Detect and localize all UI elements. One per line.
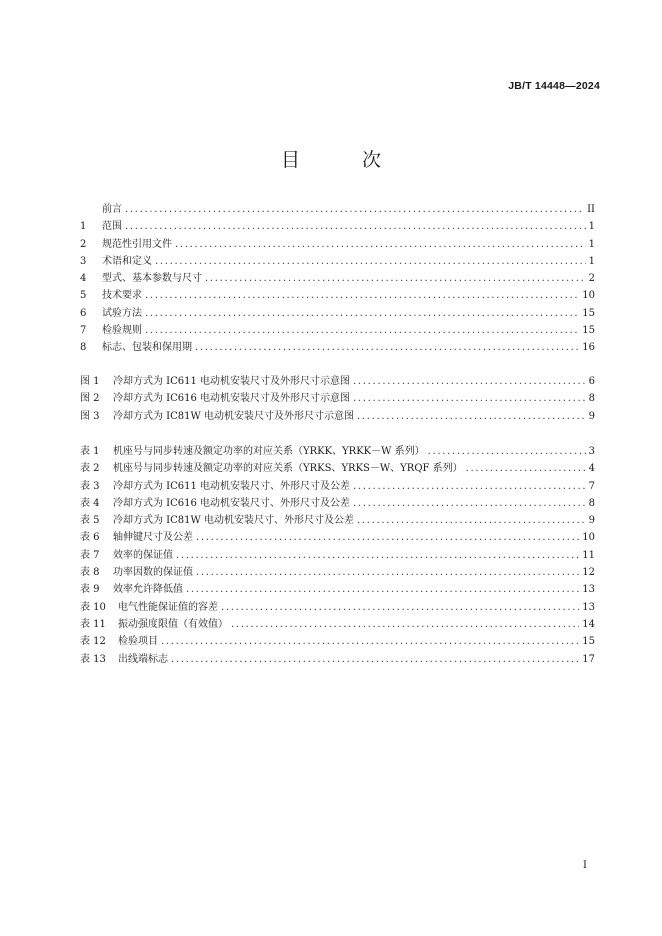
toc-dot-leader [353,478,586,495]
toc-entry-page: 9 [588,515,595,527]
toc-sections-list [80,201,595,357]
toc-entry[interactable] [80,305,595,322]
toc-entry-number: 表 10 [80,601,106,613]
toc-dot-leader [353,373,586,390]
toc-entry-title: 范围 [102,221,122,233]
toc-entry-title: 检验项目 [118,636,158,648]
toc-entry[interactable] [80,236,595,253]
toc-entry-number: 8 [80,342,87,354]
toc-entry-page: 13 [582,584,595,596]
toc-entry-number: 表 12 [80,636,106,648]
toc-entry-number: 1 [80,221,87,233]
toc-entry-page: II [587,204,595,215]
toc-dot-leader [155,253,586,270]
toc-entry[interactable] [80,339,595,356]
standard-code: JB/T 14448—2024 [508,80,600,92]
toc-entry-page: 15 [582,307,595,319]
toc-entry-number: 表 9 [80,584,100,596]
toc-dot-leader [161,633,579,650]
toc-entry-page: 6 [588,376,595,387]
toc-entry-page: 7 [588,480,595,492]
toc-entry-page: 13 [582,601,595,613]
toc-dot-leader [357,408,586,425]
toc-entry[interactable] [80,616,595,633]
toc-dot-leader [357,512,586,529]
toc-entry-number: 表 4 [80,497,100,509]
toc-entry[interactable] [80,270,595,287]
toc-entry-title: 振动强度限值（有效值） [118,618,228,630]
toc-dot-leader [428,443,586,460]
toc-entry-number: 图 3 [80,410,100,422]
toc-entry-title: 术语和定义 [102,255,152,267]
toc-entry-title: 型式、基本参数与尺寸 [102,273,202,285]
toc-entry-title: 检验规则 [102,325,142,337]
toc-entry-title: 效率允许降低值 [113,584,183,596]
toc-entry-page: 2 [588,273,595,285]
toc-entry[interactable] [80,201,595,218]
toc-entry-number: 7 [80,325,87,337]
toc-dot-leader [353,390,586,407]
toc-entry-number: 5 [80,290,87,302]
toc-entry-page: 1 [588,255,595,267]
toc-dot-leader [205,270,586,287]
toc-entry-page: 3 [588,446,595,457]
toc-entry-title: 出线端标志 [118,653,168,665]
toc-entry[interactable] [80,253,595,270]
toc-entry-title: 前言 [102,204,122,215]
toc-entry-page: 11 [582,549,595,561]
toc-entry-title: 机座号与同步转速及额定功率的对应关系（YRKS、YRKS－W、YRQF 系列） [113,463,463,475]
toc-entry-title: 冷却方式为 IC616 电动机安装尺寸、外形尺寸及公差 [113,497,351,509]
toc-dot-leader [176,547,579,564]
toc-entry-number: 3 [80,255,87,267]
toc-entry-title: 冷却方式为 IC81W 电动机安装尺寸及外形尺寸示意图 [113,410,354,422]
toc-entry[interactable] [80,512,595,529]
toc-entry-number: 表 2 [80,463,100,475]
toc-dot-leader [186,581,579,598]
toc-entry-number: 表 8 [80,567,100,579]
toc-entry-title: 效率的保证值 [113,549,173,561]
toc-entry-number: 2 [80,238,87,250]
toc-entry-page: 9 [588,410,595,422]
toc-entry-number: 表 3 [80,480,100,492]
toc-entry[interactable] [80,633,595,650]
toc-entry-number: 6 [80,307,87,319]
toc-entry-page: 16 [582,342,595,354]
page-number: I [583,860,587,871]
toc-dot-leader [196,564,579,581]
toc-entry-page: 15 [582,325,595,337]
toc-figures-list [80,373,595,425]
toc-dot-leader [353,495,586,512]
toc-entry-title: 机座号与同步转速及额定功率的对应关系（YRKK、YRKK－W 系列） [113,446,425,457]
toc-entry-title: 轴伸键尺寸及公差 [113,532,193,544]
toc-dot-leader [145,305,579,322]
toc-entry[interactable] [80,547,595,564]
toc-entry-title: 冷却方式为 IC81W 电动机安装尺寸、外形尺寸及公差 [113,515,354,527]
toc-entry-title: 冷却方式为 IC611 电动机安装尺寸及外形尺寸示意图 [113,376,351,387]
toc-entry-page: 4 [588,463,595,475]
toc-entry-title: 试验方法 [102,307,142,319]
toc-entry[interactable] [80,495,595,512]
toc-entry-title: 规范性引用文件 [102,238,172,250]
toc-entry-number: 表 1 [80,446,100,457]
toc-entry[interactable] [80,599,595,616]
toc-entry[interactable] [80,218,595,235]
toc-entry-number: 表 11 [80,618,106,630]
toc-entry-page: 15 [582,636,595,648]
toc-entry-number: 表 13 [80,653,106,665]
toc-dot-leader [221,599,579,616]
toc-entry[interactable] [80,322,595,339]
toc-entry-number: 表 6 [80,532,100,544]
toc-entry-number: 图 1 [80,376,100,387]
toc-dot-leader [466,460,586,477]
toc-dot-leader [171,651,579,668]
toc-entry[interactable] [80,287,595,304]
toc-dot-leader [196,529,579,546]
toc-entry-number: 表 7 [80,549,100,561]
toc-entry[interactable] [80,651,595,668]
toc-entry-page: 10 [582,532,595,544]
toc-dot-leader [175,236,586,253]
toc-entry-number: 图 2 [80,393,100,405]
toc-entry-title: 电气性能保证值的容差 [118,601,218,613]
toc-dot-leader [195,339,579,356]
toc-entry[interactable] [80,390,595,407]
toc-dot-leader [145,322,579,339]
toc-entry-page: 1 [588,238,595,250]
toc-entry-page: 1 [588,221,595,233]
toc-entry-title: 冷却方式为 IC611 电动机安装尺寸、外形尺寸及公差 [113,480,351,492]
toc-dot-leader [125,201,584,218]
toc-entry-number: 表 5 [80,515,100,527]
toc-entry-title: 技术要求 [102,290,142,302]
toc-dot-leader [145,287,579,304]
toc-entry-title: 冷却方式为 IC616 电动机安装尺寸及外形尺寸示意图 [113,393,351,405]
toc-tables-list [80,443,595,668]
toc-entry[interactable] [80,478,595,495]
toc-entry[interactable] [80,443,595,460]
toc-entry-title: 功率因数的保证值 [113,567,193,579]
toc-entry-page: 12 [582,567,595,579]
toc-entry[interactable] [80,529,595,546]
toc-entry-page: 8 [588,393,595,405]
toc-title: 目 次 [280,149,410,171]
toc-entry-number: 4 [80,273,87,285]
toc-entry-page: 8 [588,497,595,509]
toc-entry[interactable] [80,373,595,390]
toc-entry[interactable] [80,408,595,425]
toc-entry-page: 14 [582,618,595,630]
toc-entry[interactable] [80,581,595,598]
toc-entry-title: 标志、包装和保用期 [102,342,192,354]
toc-entry[interactable] [80,460,595,477]
toc-entry[interactable] [80,564,595,581]
toc-dot-leader [231,616,579,633]
toc-dot-leader [125,218,586,235]
toc-entry-page: 17 [582,653,595,665]
toc-entry-page: 10 [582,290,595,302]
